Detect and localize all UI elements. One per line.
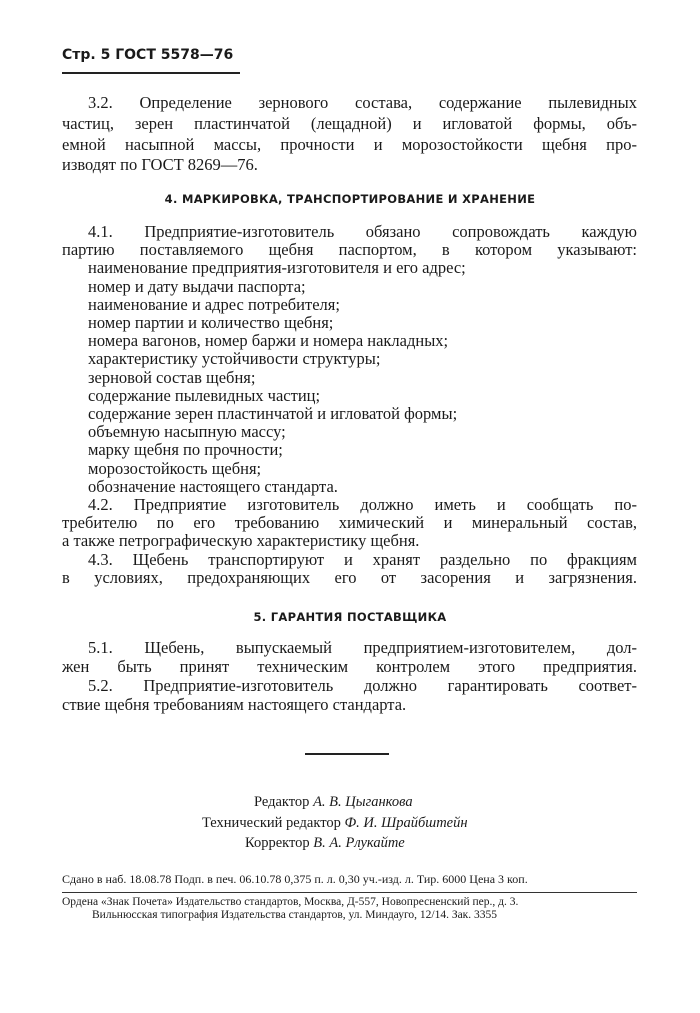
page-header: Стр. 5 ГОСТ 5578—76 <box>62 47 234 63</box>
list-item: содержание зерен пластинчатой и игловатой формы; <box>88 404 458 423</box>
text-line: емной насыпной массы, прочности и морозостойкости щебня про- <box>62 135 637 154</box>
corrector-name: В. А. Рлукайте <box>313 835 405 851</box>
list-item: номер партии и количество щебня; <box>88 313 334 332</box>
text-line: требителю по его требованию химический и минеральный состав, <box>62 513 637 532</box>
text-line: изводят по ГОСТ 8269—76. <box>62 155 258 174</box>
list-item: содержание пылевидных частиц; <box>88 386 321 405</box>
text-line: 4.2. Предприятие изготовитель должно иметь и сообщать по- <box>88 495 637 514</box>
list-item: обозначение настоящего стандарта. <box>88 477 338 496</box>
text-line: 4.1. Предприятие-изготовитель обязано сопровождать каждую <box>88 222 637 241</box>
text-line: а также петрографическую характеристику щебня. <box>62 531 420 550</box>
editor-credit <box>254 794 413 811</box>
corrector-label: Корректор <box>245 835 310 851</box>
header-rule <box>62 72 240 74</box>
list-item: морозостойкость щебня; <box>88 459 262 478</box>
separator-rule <box>305 753 389 755</box>
text-line: партию поставляемого щебня паспортом, в котором указывают: <box>62 240 637 259</box>
text-line: 5.2. Предприятие-изготовитель должно гарантировать соответ- <box>88 676 637 695</box>
text-line: 5.1. Щебень, выпускаемый предприятием-изготовителем, дол- <box>88 638 637 657</box>
imprint-line: Вильнюсская типография Издательства стандартов, ул. Миндауго, 12/14. Зак. 3355 <box>92 909 498 921</box>
text-line: жен быть принят техническим контролем этого предприятия. <box>62 657 637 676</box>
text-line: частиц, зерен пластинчатой (лещадной) и игловатой формы, объ- <box>62 114 637 133</box>
list-item: марку щебня по прочности; <box>88 440 283 459</box>
corrector-credit <box>245 835 405 852</box>
list-item: номера вагонов, номер баржи и номера накладных; <box>88 331 449 350</box>
imprint-rule <box>62 892 637 893</box>
list-item: наименование и адрес потребителя; <box>88 295 340 314</box>
tech-editor-name: Ф. И. Шрайбштейн <box>344 815 468 831</box>
imprint-line: Ордена «Знак Почета» Издательство стандартов, Москва, Д-557, Новопресненский пер., д. 3. <box>62 896 519 908</box>
tech-editor-label: Технический редактор <box>202 815 341 831</box>
text-line: 3.2. Определение зернового состава, содержание пылевидных <box>88 93 637 112</box>
text-line: 4.3. Щебень транспортируют и хранят раздельно по фракциям <box>88 550 637 569</box>
editor-name: А. В. Цыганкова <box>313 794 413 810</box>
list-item: объемную насыпную массу; <box>88 422 286 441</box>
list-item: зерновой состав щебня; <box>88 368 256 387</box>
section-heading-5: 5. ГАРАНТИЯ ПОСТАВЩИКА <box>253 610 447 624</box>
list-item: характеристику устойчивости структуры; <box>88 349 381 368</box>
imprint-line: Сдано в наб. 18.08.78 Подп. в печ. 06.10.78 0,375 п. л. 0,30 уч.-изд. л. Тир. 6000 Цена 3 коп. <box>62 872 528 886</box>
text-line: ствие щебня требованиям настоящего стандарта. <box>62 695 407 714</box>
text-line: в условиях, предохраняющих его от засорения и загрязнения. <box>62 568 637 587</box>
tech-editor-credit <box>202 815 468 832</box>
editor-label: Редактор <box>254 794 310 810</box>
section-heading-4: 4. МАРКИРОВКА, ТРАНСПОРТИРОВАНИЕ И ХРАНЕНИЕ <box>164 192 536 206</box>
list-item: наименование предприятия-изготовителя и его адрес; <box>88 258 466 277</box>
list-item: номер и дату выдачи паспорта; <box>88 277 306 296</box>
